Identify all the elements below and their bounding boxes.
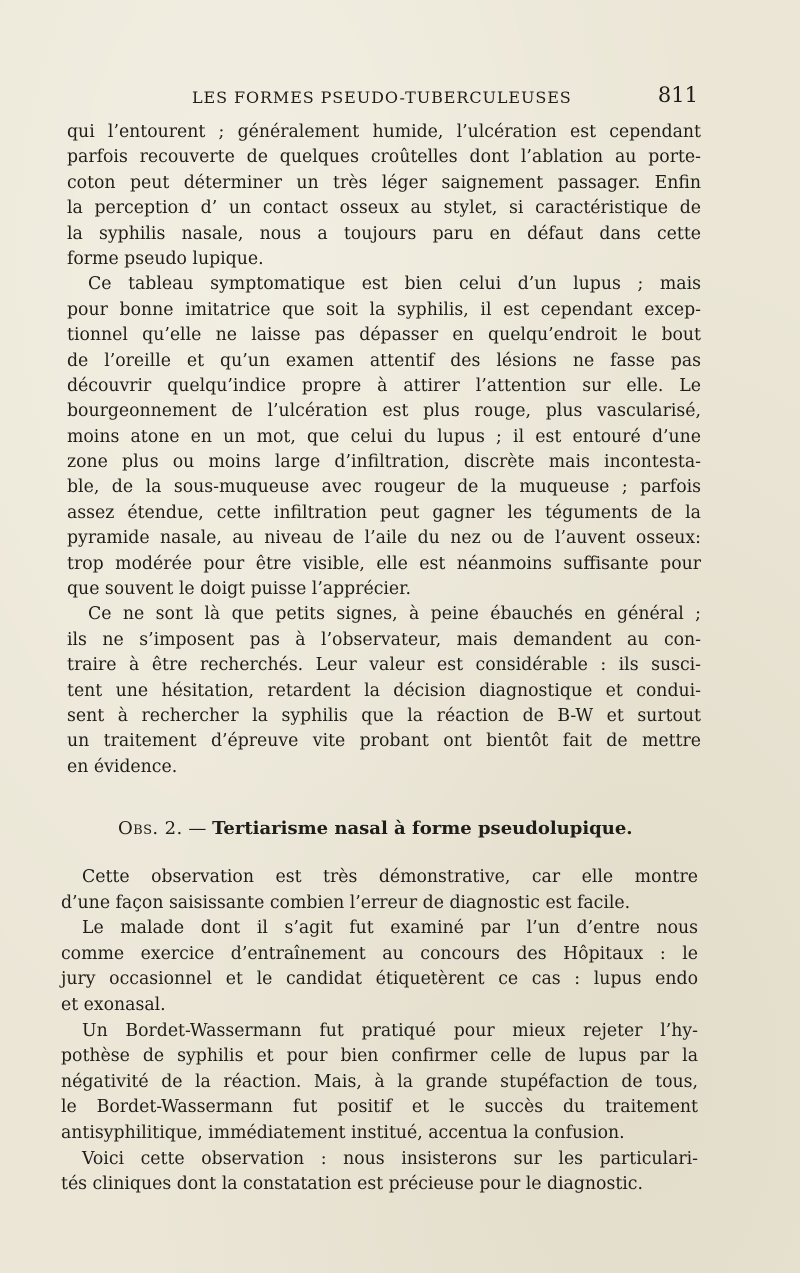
observation-title: Tertiarisme nasal à forme pseudolupique. (212, 818, 633, 839)
text-line: coton peut déterminer un très léger saignement passager. Enfin (67, 172, 701, 193)
text-line: antisyphilitique, immédiatement institué, accentua la confusion. (61, 1122, 625, 1143)
text-line: traire à être recherchés. Leur valeur est considérable : ils susci- (67, 655, 701, 676)
text-line: tent une hésitation, retardent la décision diagnostique et condui- (67, 680, 701, 701)
text-line: ble, de la sous-muqueuse avec rougeur de la muqueuse ; parfois (67, 477, 701, 498)
text-line: bourgeonnement de l’ulcération est plus rouge, plus vascularisé, (67, 401, 701, 422)
text-line: parfois recouverte de quelques croûtelles dont l’ablation au porte- (67, 147, 701, 168)
text-line: Ce ne sont là que petits signes, à peine ébauchés en général ; (88, 604, 701, 625)
text-line: tionnel qu’elle ne laisse pas dépasser en quelqu’endroit le bout (67, 325, 701, 346)
text-line: qui l’entourent ; généralement humide, l’ulcération est cependant (67, 122, 701, 142)
observation-dash: — (182, 818, 213, 839)
text-line: négativité de la réaction. Mais, à la grande stupéfaction de tous, (61, 1071, 698, 1092)
observation-heading (118, 818, 633, 839)
text-line: trop modérée pour être visible, elle est néanmoins suffisante pour (67, 553, 701, 574)
text-line: pothèse de syphilis et pour bien confirmer celle de lupus par la (61, 1046, 698, 1067)
text-line: un traitement d’épreuve vite probant ont bientôt fait de mettre (67, 731, 701, 752)
text-line: et exonasal. (61, 994, 166, 1015)
running-title: LES FORMES PSEUDO-TUBERCULEUSES (192, 88, 572, 107)
body-text-section-2 (61, 865, 698, 1198)
page-number: 811 (657, 83, 698, 107)
text-line: Le malade dont il s’agit fut examiné par l’un d’entre nous (82, 918, 698, 939)
text-line: de l’oreille et qu’un examen attentif des lésions ne fasse pas (67, 350, 701, 371)
text-line: pour bonne imitatrice que soit la syphilis, il est cependant excep- (67, 299, 701, 320)
page-header (68, 82, 700, 112)
text-line: découvrir quelqu’indice propre à attirer l’attention sur elle. Le (67, 375, 701, 396)
text-line: en évidence. (67, 756, 178, 777)
text-line: sent à rechercher la syphilis que la réaction de B-W et surtout (67, 705, 701, 726)
text-line: zone plus ou moins large d’infiltration, discrète mais incontesta- (67, 452, 701, 473)
body-text-section-1 (67, 120, 701, 780)
text-line: comme exercice d’entraînement au concours des Hôpitaux : le (61, 943, 698, 964)
text-line: forme pseudo lupique. (67, 248, 264, 269)
text-line: ils ne s’imposent pas à l’observateur, mais demandent au con- (67, 629, 701, 650)
text-line: d’une façon saisissante combien l’erreur de diagnostic est facile. (61, 892, 631, 913)
text-line: Cette observation est très démonstrative, car elle montre (82, 867, 698, 887)
text-line: Un Bordet-Wassermann fut pratiqué pour mieux rejeter l’hy- (82, 1020, 698, 1041)
observation-label: Obs. 2. (118, 818, 183, 839)
text-line: tés cliniques dont la constatation est précieuse pour le diagnostic. (61, 1174, 643, 1195)
text-line: jury occasionnel et le candidat étiquetèrent ce cas : lupus endo (61, 969, 698, 990)
text-line: pyramide nasale, au niveau de l’aile du nez ou de l’auvent osseux: (67, 528, 701, 549)
text-line: moins atone en un mot, que celui du lupus ; il est entouré d’une (67, 426, 701, 447)
text-line: Voici cette observation : nous insisterons sur les particulari- (82, 1148, 698, 1169)
text-line: la perception d’ un contact osseux au stylet, si caractéristique de (67, 198, 701, 219)
text-line: le Bordet-Wassermann fut positif et le succès du traitement (61, 1097, 698, 1118)
text-line: la syphilis nasale, nous a toujours paru en défaut dans cette (67, 223, 701, 244)
text-line: que souvent le doigt puisse l’apprécier. (67, 579, 412, 600)
text-line: Ce tableau symptomatique est bien celui d’un lupus ; mais (88, 274, 701, 295)
text-line: assez étendue, cette infiltration peut gagner les téguments de la (67, 502, 701, 523)
